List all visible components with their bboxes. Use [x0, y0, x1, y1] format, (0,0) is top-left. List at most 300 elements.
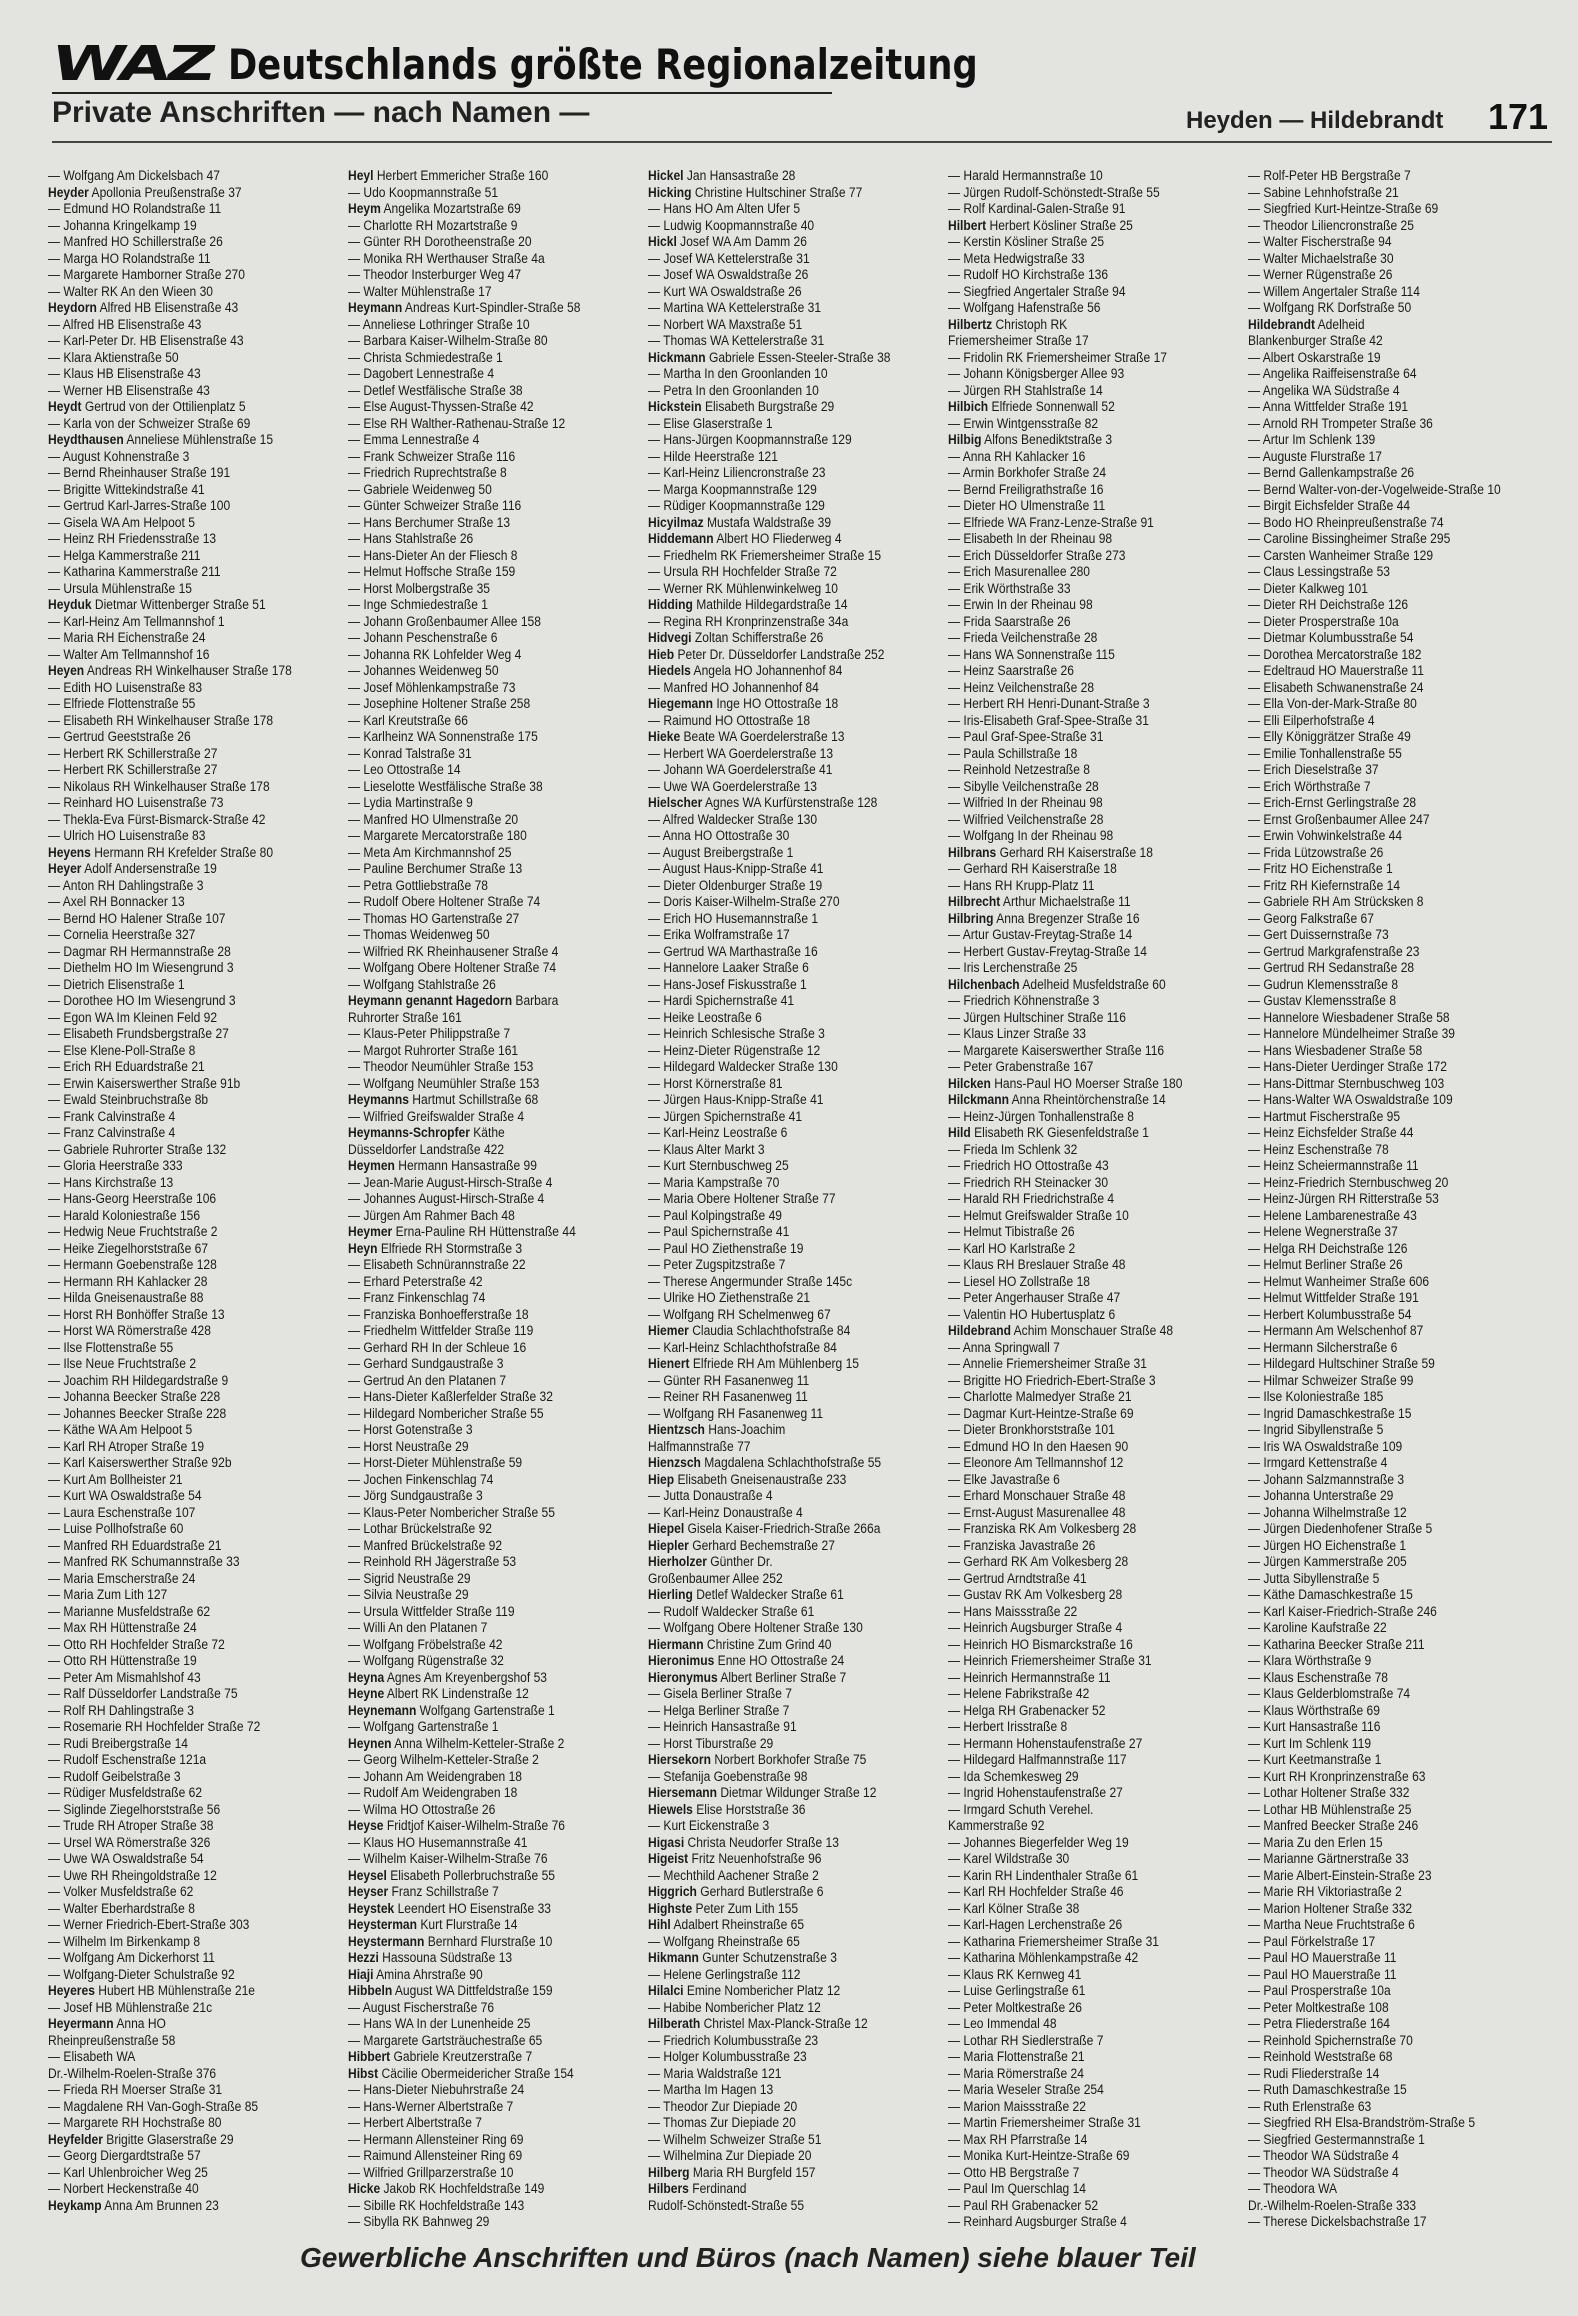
surname: Heyse [348, 1818, 384, 1833]
directory-entry: — Maria Weseler Straße 254 [948, 2082, 1104, 2097]
directory-entry: — Paul RH Grabenacker 52 [948, 2197, 1099, 2213]
directory-entry: — Johanna Unterstraße 29 [1248, 1488, 1394, 1503]
directory-entry: Hieronymus Albert Berliner Straße 7 [648, 1669, 847, 1685]
directory-entry: — Margarete Hamborner Straße 270 [48, 267, 245, 282]
directory-entry: — Friedrich RH Steinacker 30 [948, 1174, 1109, 1190]
directory-entry: — Heike Ziegelhorststraße 67 [48, 1240, 209, 1256]
directory-entry: — Rudi Fliederstraße 14 [1248, 2065, 1380, 2081]
directory-entry: Heymann genannt Hagedorn Barbara [348, 993, 559, 1008]
directory-entry: — Werner RK Mühlenwinkelweg 10 [648, 580, 839, 596]
directory-entry: — Theodor WA Südstraße 4 [1248, 2148, 1399, 2163]
directory-entry: Hilbertz Christoph RK [948, 316, 1068, 332]
directory-entry: — Karl HO Karlstraße 2 [948, 1240, 1076, 1256]
directory-entry: Hiermann Christine Zum Grind 40 [648, 1636, 832, 1652]
directory-entry: — Theodor Neumühler Straße 153 [348, 1059, 534, 1074]
directory-entry: — Klaus Alter Markt 3 [648, 1141, 765, 1157]
directory-entry: Heyne Albert RK Lindenstraße 12 [348, 1686, 529, 1701]
directory-entry: — Diethelm HO Im Wiesengrund 3 [48, 960, 234, 975]
directory-entry: Hilchenbach Adelheid Musfeldstraße 60 [948, 976, 1166, 992]
directory-entry: — Hildegard Waldecker Straße 130 [648, 1059, 838, 1074]
directory-entry: — Max RH Pfarrstraße 14 [948, 2131, 1088, 2147]
directory-entry: — Hans WA Sonnenstraße 115 [948, 646, 1115, 662]
directory-entry: — Franz Calvinstraße 4 [48, 1125, 176, 1140]
directory-entry: — Lydia Martinstraße 9 [348, 795, 473, 810]
directory-entry: — Werner HB Elisenstraße 43 [48, 382, 210, 398]
directory-entry: Kammerstraße 92 [948, 1818, 1045, 1833]
directory-entry: — Paul Prosperstraße 10a [1248, 1983, 1391, 1998]
directory-entry: — Georg Wilhelm-Ketteler-Straße 2 [348, 1752, 539, 1767]
surname: Heynen [348, 1735, 392, 1751]
directory-entry: — Ewald Steinbruchstraße 8b [48, 1092, 209, 1107]
directory-entry: — Helmut Tibistraße 26 [948, 1224, 1075, 1239]
directory-entry: — Karl Kaiserswerther Straße 92b [48, 1455, 232, 1470]
directory-entry: — Mechthild Aachener Straße 2 [648, 1867, 819, 1883]
directory-entry: — Jörg Sundgaustraße 3 [348, 1488, 483, 1503]
directory-entry: — Artur Im Schlenk 139 [1248, 432, 1376, 447]
directory-entry: — Karl-Heinz Liliencronstraße 23 [648, 465, 826, 480]
directory-entry: — Brigitte HO Friedrich-Ebert-Straße 3 [948, 1372, 1156, 1388]
directory-entry: — Herbert RK Schillerstraße 27 [48, 762, 218, 777]
surname: Heyna [348, 1669, 385, 1685]
directory-entry: — Erika Wolframstraße 17 [648, 927, 790, 942]
directory-entry: — Klaus HB Elisenstraße 43 [48, 366, 201, 381]
directory-entry: — Ella Von-der-Mark-Straße 80 [1248, 696, 1417, 711]
directory-entry: — Käthe WA Am Helpoot 5 [48, 1422, 193, 1437]
directory-entry: — Albert Oskarstraße 19 [1248, 349, 1381, 365]
directory-entry: — Peter Moltkestraße 108 [1248, 1999, 1389, 2015]
directory-entry: — Armin Borkhofer Straße 24 [948, 465, 1107, 480]
directory-entry: — Manfred HO Schillerstraße 26 [48, 234, 223, 249]
directory-entry: — Jürgen RH Stahlstraße 14 [948, 382, 1103, 398]
directory-entry: — Friedrich Köhnenstraße 3 [948, 993, 1100, 1008]
directory-entry: — Hermann RH Kahlacker 28 [48, 1273, 208, 1289]
directory-entry: — Helene Lambarenestraße 43 [1248, 1207, 1417, 1223]
directory-entry: — Herbert Irisstraße 8 [948, 1719, 1068, 1734]
directory-entry: — Ralf Düsseldorfer Landstraße 75 [48, 1686, 238, 1701]
directory-entry: — Bernd Rheinhauser Straße 191 [48, 465, 231, 480]
directory-entry: — Eleonore Am Tellmannshof 12 [948, 1455, 1124, 1470]
directory-entry: — Klaus-Peter Philippstraße 7 [348, 1026, 511, 1041]
directory-entry: Rudolf-Schönstedt-Straße 55 [648, 2197, 805, 2213]
directory-entry: — Thomas HO Gartenstraße 27 [348, 910, 520, 926]
directory-entry: — Maria Waldstraße 121 [648, 2065, 782, 2081]
directory-entry: — Heinz-Friedrich Sternbuschweg 20 [1248, 1174, 1449, 1190]
directory-entry: — Gertrud Markgrafenstraße 23 [1248, 943, 1420, 959]
directory-entry: Heymer Erna-Pauline RH Hüttenstraße 44 [348, 1224, 576, 1239]
directory-entry: — Artur Gustav-Freytag-Straße 14 [948, 927, 1133, 942]
directory-entry: — Paul Graf-Spee-Straße 31 [948, 729, 1104, 744]
directory-entry: — Elise Glaserstraße 1 [648, 415, 773, 431]
directory-entry: — Joachim RH Hildegardstraße 9 [48, 1372, 229, 1388]
directory-entry: — Erich HO Husemannstraße 1 [648, 910, 819, 926]
directory-entry: — Rudolf Am Weidengraben 18 [348, 1785, 518, 1800]
directory-entry: Hickl Josef WA Am Damm 26 [648, 234, 807, 249]
surname: Hilbers [648, 2181, 689, 2196]
directory-entry: — Johanna RK Lohfelder Weg 4 [348, 646, 522, 662]
directory-entry: — Ilse Neue Fruchtstraße 2 [48, 1356, 197, 1371]
directory-entry: Hiddemann Albert HO Fliederweg 4 [648, 531, 842, 546]
directory-entry: — Dieter RH Deichstraße 126 [1248, 597, 1409, 612]
surname: Hidding [648, 597, 693, 612]
directory-entry: — Hermann Hohenstaufenstraße 27 [948, 1735, 1143, 1751]
surname: Heysel [348, 1867, 387, 1883]
surname: Heyermann [48, 2016, 114, 2031]
directory-entry: — Hannelore Mündelheimer Straße 39 [1248, 1026, 1455, 1041]
directory-entry: — Reinhold Spichernstraße 70 [1248, 2032, 1413, 2048]
directory-entry: — Reinhold Netzestraße 8 [948, 762, 1091, 777]
directory-entry: — Marie Albert-Einstein-Straße 23 [1248, 1867, 1432, 1883]
directory-entry: — Wolfgang Obere Holtener Straße 130 [648, 1620, 863, 1635]
surname: Hilckmann [948, 1092, 1009, 1107]
directory-entry: — Gerhard Sundgaustraße 3 [348, 1356, 504, 1371]
directory-entry: — Gustav RK Am Volkesberg 28 [948, 1587, 1123, 1602]
directory-entry: — Wilfried Greifswalder Straße 4 [348, 1108, 525, 1124]
directory-entry: — Magdalene RH Van-Gogh-Straße 85 [48, 2098, 259, 2114]
directory-entry: — Frida Lützowstraße 26 [1248, 844, 1384, 860]
page-number: 171 [1488, 96, 1549, 137]
surname: Hilchenbach [948, 976, 1020, 992]
directory-entry: — Jürgen HO Eichenstraße 1 [1248, 1537, 1407, 1553]
directory-entry: — Hans HO Am Alten Ufer 5 [648, 201, 801, 216]
directory-entry: — Werner Friedrich-Ebert-Straße 303 [48, 1917, 250, 1932]
directory-entry: — Wilhelmina Zur Diepiade 20 [648, 2148, 812, 2163]
directory-entry: — Siegfried Angertaler Straße 94 [948, 283, 1126, 299]
directory-entry: — Maria Zu den Erlen 15 [1248, 1834, 1383, 1850]
directory-entry: — Uwe WA Oswaldstraße 54 [48, 1851, 204, 1866]
directory-entry: — Frieda Veilchenstraße 28 [948, 630, 1098, 645]
directory-entry: — Johann Peschenstraße 6 [348, 630, 498, 645]
directory-entry: — Thomas WA Kettelerstraße 31 [648, 333, 825, 348]
directory-entry: — Erich RH Eduardstraße 21 [48, 1059, 205, 1074]
directory-entry: — Hartmut Fischerstraße 95 [1248, 1108, 1401, 1124]
directory-entry: — Paul Spichernstraße 41 [648, 1224, 790, 1239]
directory-entry: — Theodor WA Südstraße 4 [1248, 2164, 1399, 2180]
surname: Hibst [348, 2065, 379, 2081]
surname: Hickel [648, 168, 684, 183]
directory-entry: — Uwe WA Goerdelerstraße 13 [648, 778, 818, 794]
directory-entry: — Kurt RH Kronprinzenstraße 63 [1248, 1768, 1426, 1784]
directory-entry: — Frank Calvinstraße 4 [48, 1108, 176, 1124]
directory-entry: — Margot Ruhrorter Straße 161 [348, 1042, 519, 1058]
directory-entry: — Birgit Eichsfelder Straße 44 [1248, 498, 1411, 513]
masthead [46, 34, 1120, 94]
surname: Higeist [648, 1851, 689, 1866]
directory-entry: — Gertrud Geeststraße 26 [48, 729, 191, 744]
directory-entry: — Manfred Brückelstraße 92 [348, 1537, 503, 1553]
directory-entry: — Detlef Westfälische Straße 38 [348, 382, 523, 398]
surname: Hieronimus [648, 1653, 715, 1668]
directory-entry: — Anton RH Dahlingstraße 3 [48, 877, 204, 893]
directory-entry: — Friedrich Kolumbusstraße 23 [648, 2032, 819, 2048]
directory-entry: Heyen Andreas RH Winkelhauser Straße 178 [48, 663, 292, 678]
directory-entry: — Jürgen Diedenhofener Straße 5 [1248, 1521, 1433, 1536]
directory-entry: — Doris Kaiser-Wilhelm-Straße 270 [648, 894, 840, 909]
directory-column [48, 168, 348, 2231]
directory-entry: — Elisabeth RH Winkelhauser Straße 178 [48, 712, 274, 728]
directory-entry: Heyse Fridtjof Kaiser-Wilhelm-Straße 76 [348, 1818, 566, 1833]
directory-entry: — Lothar Brückelstraße 92 [348, 1521, 493, 1536]
directory-entry: — Raimund Allensteiner Ring 69 [348, 2148, 523, 2163]
directory-entry: Hikmann Gunter Schutzenstraße 3 [648, 1950, 837, 1965]
directory-entry: Heyn Elfriede RH Stormstraße 3 [348, 1240, 523, 1256]
directory-entry: Halfmannstraße 77 [648, 1438, 751, 1454]
directory-entry: Hiegemann Inge HO Ottostraße 18 [648, 696, 839, 711]
directory-entry: — Franziska Bonhoefferstraße 18 [348, 1306, 529, 1322]
surname: Hieb [648, 646, 675, 662]
directory-entry: — Kurt Sternbuschweg 25 [648, 1158, 789, 1173]
directory-entry: — Hildegard Halfmannstraße 117 [948, 1752, 1127, 1767]
directory-entry: — Brigitte Wittekindstraße 41 [48, 481, 205, 497]
directory-entry: — Ursula RH Hochfelder Straße 72 [648, 564, 837, 579]
directory-entry: — Dieter Oldenburger Straße 19 [648, 877, 823, 893]
directory-entry: Hihl Adalbert Rheinstraße 65 [648, 1917, 805, 1932]
directory-entry: — Therese Angermunder Straße 145c [648, 1273, 853, 1289]
directory-entry: — Karin RH Lindenthaler Straße 61 [948, 1867, 1139, 1883]
directory-entry: — Wilfried Veilchenstraße 28 [948, 811, 1104, 827]
directory-entry: — Wilfried RK Rheinhausener Straße 4 [348, 943, 559, 959]
directory-entry: — Heinrich Hermannstraße 11 [948, 1669, 1111, 1685]
directory-entry: — Wilhelm Kaiser-Wilhelm-Straße 76 [348, 1851, 548, 1866]
directory-entry: — Erwin Wintgensstraße 82 [948, 415, 1099, 431]
directory-entry: — Elisabeth Schwanenstraße 24 [1248, 679, 1424, 695]
directory-entry: Heymen Hermann Hansastraße 99 [348, 1158, 537, 1173]
directory-entry: — Erich-Ernst Gerlingstraße 28 [1248, 795, 1417, 810]
directory-entry: — Karl-Heinz Donaustraße 4 [648, 1504, 803, 1520]
directory-entry: — Josef WA Oswaldstraße 26 [648, 267, 809, 282]
directory-entry: — Peter Angerhauser Straße 47 [948, 1290, 1121, 1305]
directory-entry: Hiersekorn Norbert Borkhofer Straße 75 [648, 1752, 867, 1767]
directory-entry: — Horst Gotenstraße 3 [348, 1422, 473, 1437]
surname: Heystek [348, 1900, 395, 1916]
directory-entry: — Pauline Berchumer Straße 13 [348, 861, 523, 876]
directory-entry: — Harald Hermannstraße 10 [948, 168, 1103, 183]
directory-entry: Hild Elisabeth RK Giesenfeldstraße 1 [948, 1125, 1149, 1140]
directory-entry: Highste Peter Zum Lith 155 [648, 1900, 799, 1916]
directory-entry: — Horst RH Bonhöffer Straße 13 [48, 1306, 225, 1322]
directory-entry: Heymanns Hartmut Schillstraße 68 [348, 1092, 539, 1107]
directory-entry: — Klaus RK Kernweg 41 [948, 1966, 1082, 1982]
directory-entry: — Jutta Donaustraße 4 [648, 1488, 773, 1503]
directory-entry: — Kerstin Kösliner Straße 25 [948, 234, 1105, 249]
tagline: Deutschlands größte Regionalzeitung [227, 39, 978, 89]
directory-entry: Hieronimus Enne HO Ottostraße 24 [648, 1653, 845, 1668]
directory-entry: — Georg Diergardtstraße 57 [48, 2148, 201, 2163]
directory-entry: — Johann Großenbaumer Allee 158 [348, 613, 541, 629]
directory-entry: — Jutta Sibyllenstraße 5 [1248, 1570, 1380, 1586]
directory-entry: — Elisabeth Frundsbergstraße 27 [48, 1026, 229, 1041]
directory-entry: — Gisela WA Am Helpoot 5 [48, 514, 195, 530]
surname: Heym [348, 201, 381, 216]
directory-entry: — Luise Pollhofstraße 60 [48, 1521, 184, 1536]
directory-entry: — Erich Wörthstraße 7 [1248, 778, 1371, 794]
directory-entry: — Hans RH Krupp-Platz 11 [948, 877, 1095, 893]
directory-entry: Hilalci Emine Nombericher Platz 12 [648, 1983, 841, 1998]
directory-entry: — Maria Kampstraße 70 [648, 1174, 780, 1190]
surname: Heydorn [48, 300, 97, 315]
directory-entry: Hieb Peter Dr. Düsseldorfer Landstraße 252 [648, 646, 885, 662]
directory-entry: — Hildegard Hultschiner Straße 59 [1248, 1356, 1435, 1371]
directory-entry: — Leo Immendal 48 [948, 2016, 1057, 2031]
surname: Hikmann [648, 1950, 699, 1965]
directory-entry: — Werner Rügenstraße 26 [1248, 267, 1393, 282]
surname: Hibbert [348, 2049, 391, 2064]
directory-entry: — Anna RH Kahlacker 16 [948, 448, 1086, 464]
surname: Heyn [348, 1240, 378, 1256]
directory-entry: — Sibylle Veilchenstraße 28 [948, 778, 1099, 794]
directory-entry: — Angelika Raiffeisenstraße 64 [1248, 366, 1417, 381]
directory-entry: Friemersheimer Straße 17 [948, 333, 1089, 348]
directory-entry: — Rolf Kardinal-Galen-Straße 91 [948, 201, 1126, 216]
surname: Hibbeln [348, 1983, 393, 1998]
directory-entry: — Ursel WA Römerstraße 326 [48, 1834, 211, 1850]
directory-entry: — Walter Mühlenstraße 17 [348, 283, 492, 299]
directory-entry: — Charlotte RH Mozartstraße 9 [348, 217, 518, 233]
directory-entry: — Karl Uhlenbroicher Weg 25 [48, 2164, 208, 2180]
directory-entry: — Karla von der Schweizer Straße 69 [48, 415, 251, 431]
directory-entry: Hieke Beate WA Goerdelerstraße 13 [648, 729, 845, 744]
directory-entry: — August Kohnenstraße 3 [48, 448, 190, 464]
directory-entry: — Siegfried Gestermannstraße 1 [1248, 2131, 1425, 2147]
directory-entry: — Ernst-August Masurenallee 48 [948, 1504, 1126, 1520]
surname: Heyfelder [48, 2131, 103, 2147]
directory-entry: — Cornelia Heerstraße 327 [48, 927, 196, 942]
directory-entry: — Petra Gottliebstraße 78 [348, 877, 489, 893]
header-rule [52, 141, 1552, 143]
surname: Hiersekorn [648, 1752, 711, 1767]
directory-entry: Hezzi Hassouna Südstraße 13 [348, 1950, 513, 1965]
directory-entry: Hiepler Gerhard Bechemstraße 27 [648, 1537, 835, 1553]
directory-entry: — Trude RH Atroper Straße 38 [48, 1818, 214, 1833]
directory-entry: — Willi An den Platanen 7 [348, 1620, 488, 1635]
surname: Hiemer [648, 1323, 689, 1338]
directory-entry: — Willem Angertaler Straße 114 [1248, 283, 1420, 299]
directory-entry: — Heinz-Dieter Rügenstraße 12 [648, 1042, 821, 1058]
directory-entry: Hidding Mathilde Hildegardstraße 14 [648, 597, 848, 612]
surname: Heymanns-Schropfer [348, 1125, 470, 1140]
directory-entry: Heysterman Kurt Flurstraße 14 [348, 1917, 518, 1932]
directory-entry: — Bodo HO Rheinpreußenstraße 74 [1248, 514, 1444, 530]
directory-entry: — Rudolf Obere Holtener Straße 74 [348, 894, 541, 909]
directory-entry: — Kurt Keetmanstraße 1 [1248, 1752, 1382, 1767]
directory-entry: — Martha In den Groonlanden 10 [648, 366, 828, 381]
surname: Hiegemann [648, 696, 713, 711]
surname: Hierholzer [648, 1554, 707, 1569]
directory-entry: — Klaus RH Breslauer Straße 48 [948, 1257, 1126, 1272]
surname: Hiedels [648, 663, 691, 678]
surname: Hezzi [348, 1950, 379, 1965]
directory-entry: — Klaus Wörthstraße 69 [1248, 1702, 1380, 1718]
directory-entry: — Kurt WA Oswaldstraße 54 [48, 1488, 202, 1503]
directory-entry: — Edmund HO In den Haesen 90 [948, 1438, 1129, 1454]
directory-entry: — Elly Königgrätzer Straße 49 [1248, 729, 1411, 744]
directory-entry: — Uwe RH Rheingoldstraße 12 [48, 1867, 217, 1883]
surname: Hiepler [648, 1537, 689, 1553]
directory-entry: — Friedrich Ruprechtstraße 8 [348, 465, 507, 480]
directory-entry: — Karl-Heinz Leostraße 6 [648, 1125, 788, 1140]
directory-entry: — Klaus Gelderblomstraße 74 [1248, 1686, 1411, 1701]
directory-entry: — Wolfgang Neumühler Straße 153 [348, 1075, 540, 1091]
directory-entry: — Katharina Möhlenkampstraße 42 [948, 1950, 1139, 1965]
directory-entry: — Wilfried In der Rheinau 98 [948, 795, 1103, 810]
directory-entry: — Hermann Allensteiner Ring 69 [348, 2131, 524, 2147]
directory-entry: — Emma Lennestraße 4 [348, 432, 480, 447]
directory-entry: — Siegfried RH Elsa-Brandström-Straße 5 [1248, 2115, 1476, 2130]
directory-entry: — Harald RH Friedrichstraße 4 [948, 1191, 1115, 1206]
directory-entry: — Helga Kammerstraße 211 [48, 547, 201, 563]
directory-entry: — Therese Dickelsbachstraße 17 [1248, 2214, 1427, 2229]
directory-entry: — Frieda Im Schlenk 32 [948, 1141, 1078, 1157]
directory-entry: — Regina RH Kronprinzenstraße 34a [648, 613, 849, 629]
directory-entry: — Heinz-Jürgen Tonhallenstraße 8 [948, 1108, 1135, 1124]
directory-entry: — Horst Körnerstraße 81 [648, 1075, 783, 1091]
directory-entry: — Ursula Wittfelder Straße 119 [348, 1603, 515, 1619]
directory-entry: — Gerhard RH Kaiserstraße 18 [948, 861, 1117, 876]
directory-entry: — Kurt WA Oswaldstraße 26 [648, 283, 802, 299]
section-title: Private Anschriften — nach Namen — [52, 96, 590, 129]
directory-entry: — Käthe Damaschkestraße 15 [1248, 1587, 1413, 1602]
directory-entry: — Rudi Breibergstraße 14 [48, 1735, 189, 1751]
directory-entry: — Margarete Gartsträuchestraße 65 [348, 2032, 543, 2048]
surname: Hilbert [948, 217, 987, 233]
directory-entry: — Josef WA Kettelerstraße 31 [648, 250, 810, 266]
surname: Hilberg [648, 2164, 690, 2180]
directory-entry: — Gisela Berliner Straße 7 [648, 1686, 793, 1701]
directory-entry: Hildebrand Achim Monschauer Straße 48 [948, 1323, 1174, 1338]
surname: Hihl [648, 1917, 671, 1932]
directory-entry: — Theodor Zur Diepiade 20 [648, 2098, 798, 2114]
directory-entry: — Dorothea Mercatorstraße 182 [1248, 646, 1422, 662]
directory-entry: — Harald Koloniestraße 156 [48, 1207, 201, 1223]
directory-entry: — Silvia Neustraße 29 [348, 1587, 469, 1602]
directory-entry: Heydorn Alfred HB Elisenstraße 43 [48, 300, 239, 315]
directory-entry: — Elisabeth Schnürannstraße 22 [348, 1257, 526, 1272]
directory-column [1248, 168, 1548, 2231]
directory-entry: Heyl Herbert Emmericher Straße 160 [348, 168, 549, 183]
directory-entry: — Erhard Monschauer Straße 48 [948, 1488, 1126, 1503]
directory-entry: — Erwin Kaiserswerther Straße 91b [48, 1075, 241, 1091]
surname: Hilbertz [948, 316, 993, 332]
directory-entry: — Ruth Damaschkestraße 15 [1248, 2082, 1407, 2097]
directory-entry: — Klara Aktienstraße 50 [48, 349, 179, 365]
surname: Heymanns [348, 1092, 409, 1107]
directory-entry: — Lothar RH Siedlerstraße 7 [948, 2032, 1104, 2048]
directory-entry: — Lieselotte Westfälische Straße 38 [348, 778, 543, 794]
directory-entry: Hilbrans Gerhard RH Kaiserstraße 18 [948, 844, 1153, 860]
directory-entry: — Hans-Josef Fiskusstraße 1 [648, 976, 807, 992]
directory-entry: Heyens Hermann RH Krefelder Straße 80 [48, 844, 274, 860]
directory-entry: Hienert Elfriede RH Am Mühlenberg 15 [648, 1356, 860, 1371]
directory-entry: — Johannes Biegerfelder Weg 19 [948, 1834, 1129, 1850]
directory-entry: — Bernd Walter-von-der-Vogelweide-Straße 10 [1248, 481, 1501, 497]
directory-entry: — Rudolf HO Kirchstraße 136 [948, 267, 1109, 282]
surname: Hilbring [948, 910, 994, 926]
directory-entry: Hilberg Maria RH Burgfeld 157 [648, 2164, 816, 2180]
directory-entry: — Katharina Beecker Straße 211 [1248, 1636, 1425, 1652]
directory-entry: — Karoline Kaufstraße 22 [1248, 1620, 1387, 1635]
directory-entry: — Ruth Erlenstraße 63 [1248, 2098, 1372, 2114]
directory-entry: — Heinrich Friemersheimer Straße 31 [948, 1653, 1152, 1668]
directory-entry: — Herbert RH Henri-Dunant-Straße 3 [948, 696, 1150, 711]
directory-entry: — Hans-Georg Heerstraße 106 [48, 1191, 217, 1206]
directory-entry: — Franz Finkenschlag 74 [348, 1290, 486, 1305]
directory-entry: — Heinrich Augsburger Straße 4 [948, 1620, 1123, 1635]
directory-entry: — Gudrun Klemensstraße 8 [1248, 976, 1399, 992]
directory-entry: Hibbert Gabriele Kreutzerstraße 7 [348, 2049, 533, 2064]
directory-entry: Heydt Gertrud von der Ottilienplatz 5 [48, 399, 246, 414]
directory-entry: — Hilmar Schweizer Straße 99 [1248, 1372, 1414, 1388]
directory-entry: — Leo Ottostraße 14 [348, 762, 461, 777]
directory-entry: — Hans-Jürgen Koopmannstraße 129 [648, 432, 852, 447]
